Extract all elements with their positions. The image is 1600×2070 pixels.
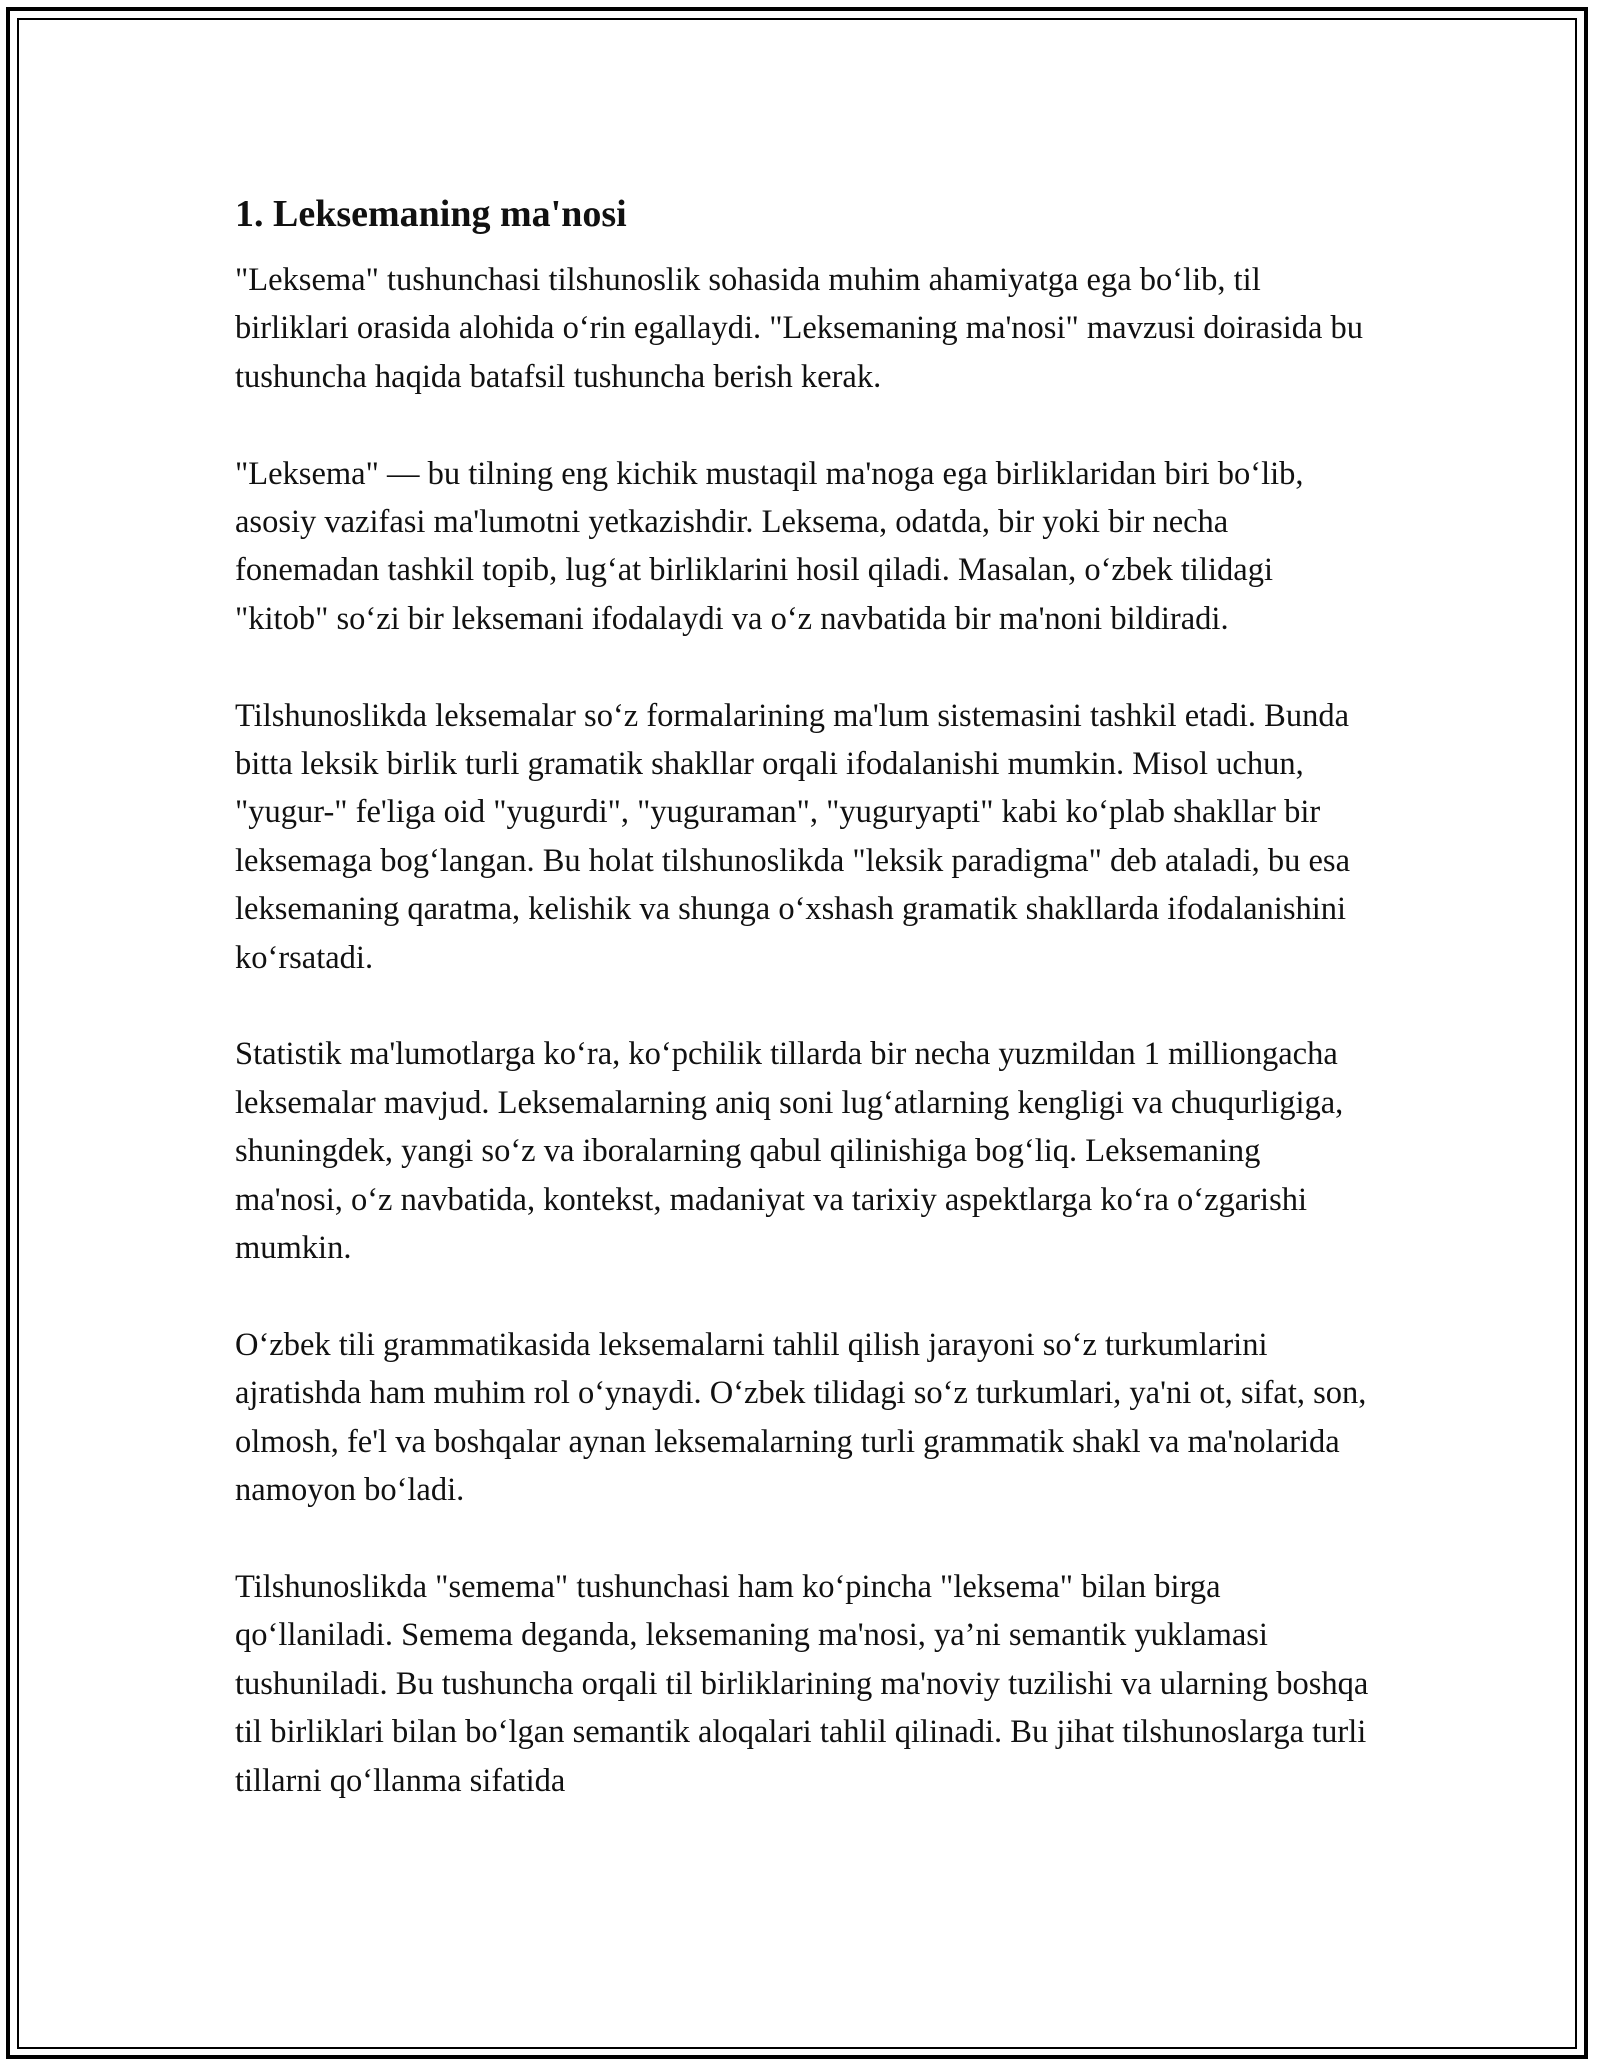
paragraph: O‘zbek tili grammatikasida leksemalarni tahlil qilish jarayoni so‘z turkumlarini ajratishda ham muhim rol o‘ynaydi. O‘zbek tilidagi so‘z turkumlari, ya'ni ot, sifat, son, olmosh, fe'l va boshqalar aynan leksemalarning turli grammatik shakl va ma'nolarida namoyon bo‘ladi. bbox=[235, 1326, 1367, 1509]
paragraph: "Leksema" — bu tilning eng kichik mustaqil ma'noga ega birliklaridan biri bo‘lib, asosiy vazifasi ma'lumotni yetkazishdir. Leksema, odatda, bir yoki bir necha fonemadan tashkil topib, lug‘at birliklarini hosil qiladi. Masalan, o‘zbek tilidagi "kitob" so‘zi bir leksemani ifodalaydi va o‘z navbatida bir ma'noni bildiradi. bbox=[235, 455, 1304, 637]
paragraph: "Leksema" tushunchasi tilshunoslik sohasida muhim ahamiyatga ega bo‘lib, til birliklari orasida alohida o‘rin egallaydi. "Leksemaning ma'nosi" mavzusi doirasida bu tushuncha haqida batafsil tushuncha berish kerak. bbox=[235, 262, 1364, 395]
paragraph: Statistik ma'lumotlarga ko‘ra, ko‘pchilik tillarda bir necha yuzmildan 1 milliongacha leksemalar mavjud. Leksemalarning aniq soni lug‘atlarning kengligi va chuqurligiga, shuningdek, yangi so‘z va iboralarning qabul qilinishiga bog‘liq. Leksemaning ma'nosi, o‘z navbatida, kontekst, madaniyat va tarixiy aspektlarga ko‘ra o‘zgarishi mumkin. bbox=[235, 1036, 1344, 1267]
section-heading: 1. Leksemaning ma'nosi bbox=[235, 193, 627, 235]
paragraph: Tilshunoslikda leksemalar so‘z formalarining ma'lum sistemasini tashkil etadi. Bunda bitta leksik birlik turli gramatik shakllar orqali ifodalanishi mumkin. Misol uchun, "yugur-" fe'liga oid "yugurdi", "yuguraman", "yuguryapti" kabi ko‘plab shakllar bir leksemaga bog‘langan. Bu holat tilshunoslikda "leksik paradigma" deb ataladi, bu esa leksemaning qaratma, kelishik va shunga o‘xshash gramatik shakllarda ifodalanishini ko‘rsatadi. bbox=[235, 697, 1350, 976]
document-body bbox=[235, 188, 1370, 1853]
paragraph: Tilshunoslikda "semema" tushunchasi ham ko‘pincha "leksema" bilan birga qo‘llaniladi. Semema deganda, leksemaning ma'nosi, ya’ni semantik yuklamasi tushuniladi. Bu tushuncha orqali til birliklarining ma'noviy tuzilishi va ularning boshqa til birliklari bilan bo‘lgan semantik aloqalari tahlil qilinadi. Bu jihat tilshunoslarga turli tillarni qo‘llanma sifatida bbox=[235, 1568, 1369, 1799]
